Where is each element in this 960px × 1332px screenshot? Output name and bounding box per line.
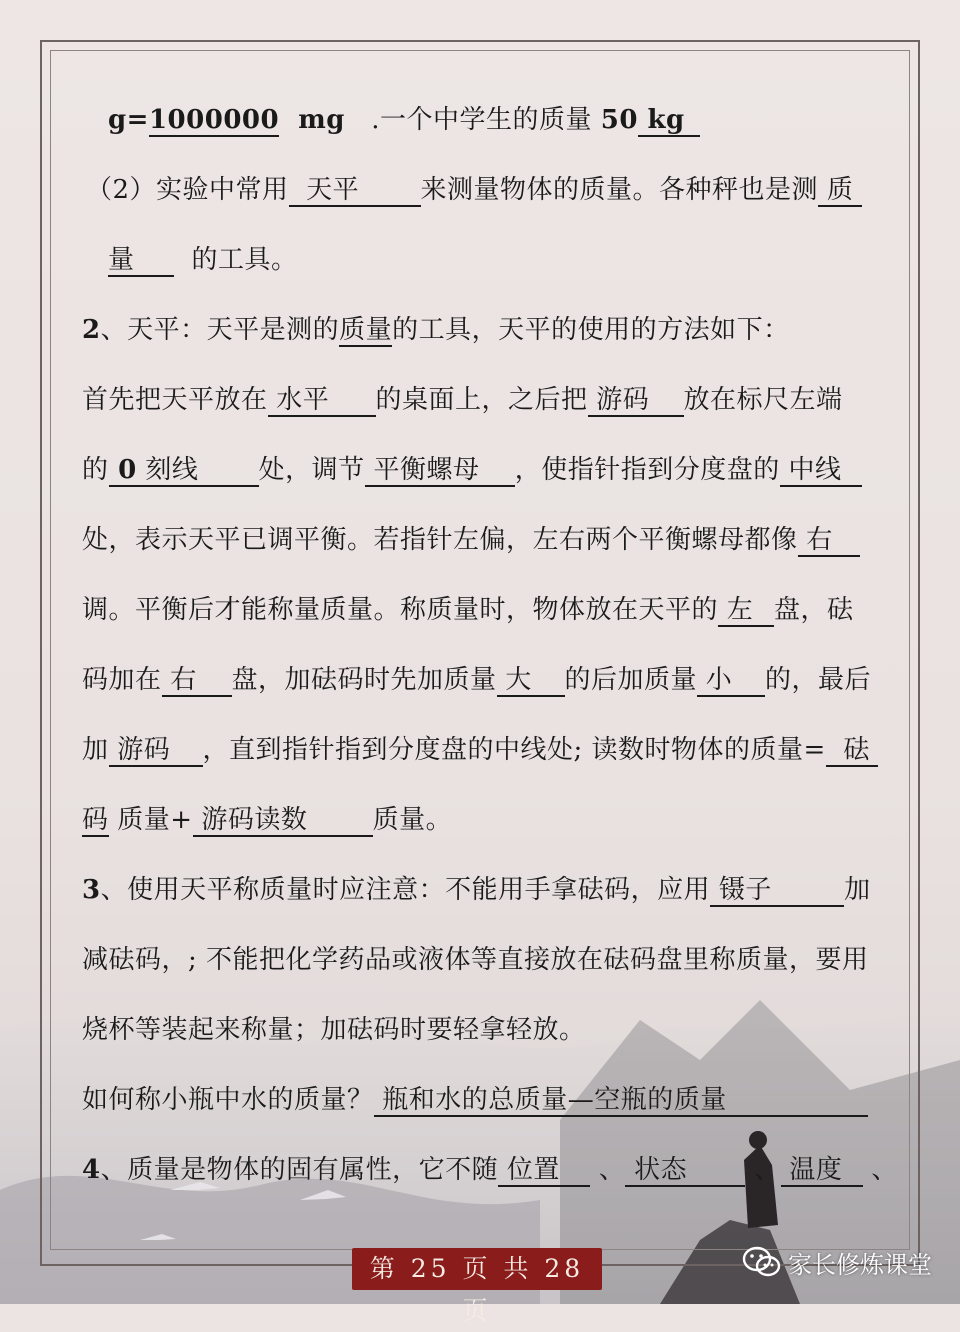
text-run: 加 [82, 735, 109, 765]
text-run: 、质量是物体的固有属性，它不随 [100, 1155, 499, 1185]
text-run: 烧杯等装起来称量；加砝码时要轻拿轻放。 [82, 1015, 586, 1045]
filled-blank: 右 [798, 525, 860, 557]
text-line [82, 308, 790, 352]
text-line [82, 1148, 898, 1192]
text-run: ，使指针指到分度盘的 [514, 455, 780, 485]
filled-blank: 小 [697, 665, 765, 697]
text-run: 如何称小瓶中水的质量？ [82, 1085, 374, 1115]
text-run: 、天平：天平是测的 [100, 315, 340, 345]
text-run: ，直到指针指到分度盘的中线处; 读数时物体的质量= [202, 735, 826, 765]
text-run: 3 [82, 875, 101, 905]
filled-blank: 游码读数 [193, 805, 373, 837]
text-run: 质量。 [372, 805, 453, 835]
text-run: 、 [862, 1155, 898, 1185]
filled-blank: 0 [108, 455, 137, 485]
text-run: 4 [82, 1155, 101, 1185]
text-run: 放在标尺左端 [683, 385, 843, 415]
text-line [82, 448, 862, 492]
filled-blank: 中线 [780, 455, 862, 487]
filled-blank: 质 [818, 175, 862, 207]
page-number-badge: 第 25 页 共 28 页 [352, 1248, 602, 1290]
text-line [108, 238, 298, 282]
filled-blank: 量 [108, 245, 174, 277]
text-run: mg [279, 105, 345, 135]
filled-blank: 砝 [826, 735, 878, 767]
filled-blank: 游码 [109, 735, 203, 767]
text-line [82, 728, 878, 772]
filled-blank: 状态 [625, 1155, 745, 1187]
text-line [82, 938, 869, 982]
text-run: 的工具。 [174, 245, 298, 275]
filled-blank: 质量 [339, 315, 393, 345]
text-line [86, 168, 862, 212]
text-run: 的桌面上，之后把 [375, 385, 588, 415]
text-run: .一个中学生的质量 [344, 105, 601, 135]
filled-blank: 游码 [588, 385, 684, 417]
watermark-text: 家长修炼课堂 [788, 1250, 932, 1279]
text-run: 、 [745, 1155, 781, 1185]
text-run: （2）实验中常用 [86, 175, 289, 205]
text-run: 、使用天平称质量时应注意：不能用手拿砝码，应用 [100, 875, 711, 905]
text-run: 的后加质量 [564, 665, 698, 695]
text-line [82, 868, 871, 912]
filled-blank: 左 [718, 595, 774, 627]
text-line [82, 518, 860, 562]
text-run: 减砝码，; 不能把化学药品或液体等直接放在砝码盘里称质量，要用 [82, 945, 869, 975]
text-run: 的工具，天平的使用的方法如下： [392, 315, 790, 345]
text-run: 2 [82, 315, 101, 345]
filled-blank: 温度 [781, 1155, 863, 1187]
text-line [82, 378, 843, 422]
filled-blank: 天平 [289, 175, 421, 207]
text-line [82, 588, 854, 632]
text-run: 的 [82, 455, 109, 485]
text-run: 加 [844, 875, 871, 905]
text-run: 来测量物体的质量。各种秤也是测 [420, 175, 819, 205]
watermark [742, 1240, 932, 1284]
text-run: 处，调节 [258, 455, 365, 485]
text-line [82, 798, 452, 842]
text-run: 盘，加砝码时先加质量 [231, 665, 497, 695]
filled-blank: 码 [82, 805, 109, 835]
filled-blank: kg [638, 105, 700, 137]
text-line [82, 1078, 868, 1122]
text-run: 处，表示天平已调平衡。若指针左偏，左右两个平衡螺母都像 [82, 525, 798, 555]
filled-blank: 位置 [498, 1155, 590, 1187]
filled-blank: 水平 [268, 385, 376, 417]
filled-blank: 镊子 [710, 875, 844, 907]
filled-blank: 1000000 [148, 105, 280, 135]
filled-blank: 右 [162, 665, 232, 697]
text-run: g= [108, 105, 149, 135]
text-run: 码加在 [82, 665, 162, 695]
text-run: 质量+ [108, 805, 193, 835]
text-run: 首先把天平放在 [82, 385, 268, 415]
filled-blank: 平衡螺母 [365, 455, 515, 487]
text-line [108, 98, 700, 142]
filled-blank: 大 [497, 665, 565, 697]
filled-blank: 刻线 [137, 455, 259, 487]
text-run: 盘，砝 [774, 595, 854, 625]
filled-blank: 瓶和水的总质量—空瓶的质量 [374, 1085, 868, 1117]
text-line [82, 1008, 586, 1052]
text-line [82, 658, 871, 702]
wechat-icon [742, 1245, 782, 1279]
text-run: 的，最后 [765, 665, 872, 695]
text-run: 50 [600, 105, 638, 135]
text-run: 、 [590, 1155, 626, 1185]
inner-border [50, 50, 910, 1250]
text-run: 调。平衡后才能称量质量。称质量时，物体放在天平的 [82, 595, 719, 625]
